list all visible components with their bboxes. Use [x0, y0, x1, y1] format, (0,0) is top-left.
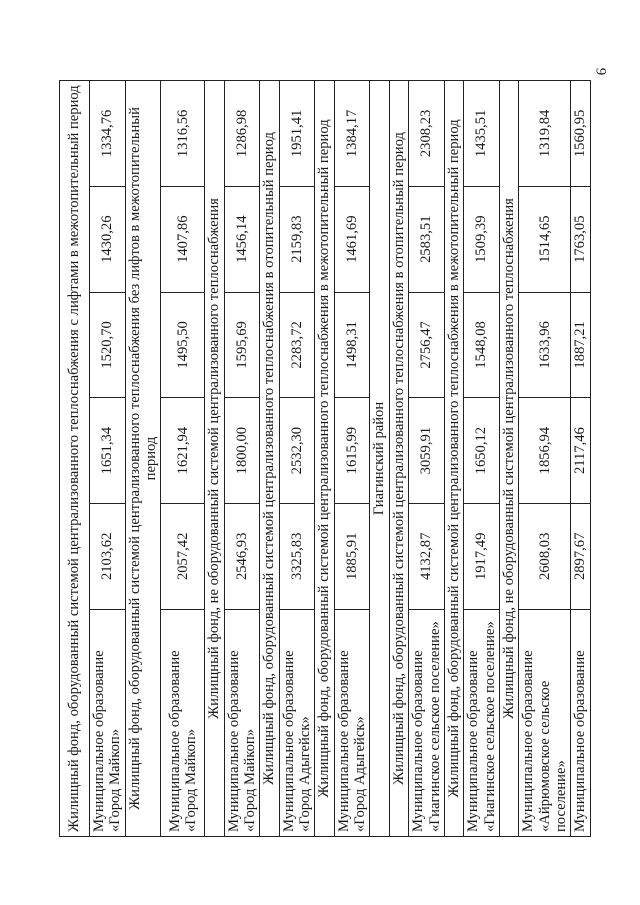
municipality-name-cell: Муниципальное образование «Айрюмовское сельское поселение»	[519, 609, 571, 836]
value-cell: 3059,91	[409, 398, 445, 504]
municipality-name-cell: Муниципальное образование «Город Майкоп»	[90, 609, 126, 836]
table-row	[409, 81, 445, 837]
value-cell: 1407,86	[161, 186, 205, 292]
section-header: Жилищный фонд, оборудованный системой централизованного теплоснабжения в отопительный период	[260, 81, 279, 837]
municipality-name-cell: Муниципальное образование	[571, 609, 590, 836]
value-cell: 2057,42	[161, 503, 205, 609]
municipality-name-cell: Муниципальное образование «Город Майкоп»	[161, 609, 205, 836]
table-section-header-row	[60, 81, 90, 837]
value-cell: 2159,83	[279, 186, 315, 292]
value-cell: 1286,98	[224, 81, 260, 187]
value-cell: 1495,50	[161, 292, 205, 398]
table-row	[571, 81, 590, 837]
value-cell: 1917,49	[464, 503, 500, 609]
value-cell: 1763,05	[571, 186, 590, 292]
value-cell: 2532,30	[279, 398, 315, 504]
table-row	[161, 81, 205, 837]
table-section-header-row	[260, 81, 279, 837]
value-cell: 1334,76	[90, 81, 126, 187]
value-cell: 1650,12	[464, 398, 500, 504]
municipality-name-cell: Муниципальное образование «Гиагинское сельское поселение»	[464, 609, 500, 836]
value-cell: 2308,23	[409, 81, 445, 187]
value-cell: 1461,69	[334, 186, 370, 292]
value-cell: 1520,70	[90, 292, 126, 398]
municipality-name-cell: Муниципальное образование «Гиагинское сельское поселение»	[409, 609, 445, 836]
table-row	[519, 81, 571, 837]
table-section-header-row	[205, 81, 224, 837]
value-cell: 1651,34	[90, 398, 126, 504]
value-cell: 2117,46	[571, 398, 590, 504]
value-cell: 1885,91	[334, 503, 370, 609]
value-cell: 1615,99	[334, 398, 370, 504]
value-cell: 1435,51	[464, 81, 500, 187]
value-cell: 2546,93	[224, 503, 260, 609]
page-number: 9	[592, 67, 609, 76]
table-section-header-row	[125, 81, 161, 837]
value-cell: 1498,31	[334, 292, 370, 398]
section-header: Жилищный фонд, оборудованный системой централизованного теплоснабжения без лифтов в межотопительный период	[125, 81, 161, 837]
municipality-name-cell: Муниципальное образование «Город Майкоп»	[224, 609, 260, 836]
value-cell: 1800,00	[224, 398, 260, 504]
value-cell: 1514,65	[519, 186, 571, 292]
municipality-name-cell: Муниципальное образование «Город Адыгейск»	[279, 609, 315, 836]
value-cell: 1633,96	[519, 292, 571, 398]
table-section-header-row	[444, 81, 463, 837]
table-section-header-row	[499, 81, 518, 837]
value-cell: 1316,56	[161, 81, 205, 187]
rotated-table-container	[59, 80, 589, 837]
table-row	[224, 81, 260, 837]
value-cell: 1319,84	[519, 81, 571, 187]
table-row	[279, 81, 315, 837]
value-cell: 2756,47	[409, 292, 445, 398]
value-cell: 4132,87	[409, 503, 445, 609]
value-cell: 2283,72	[279, 292, 315, 398]
value-cell: 2897,67	[571, 503, 590, 609]
table-body	[60, 81, 591, 837]
value-cell: 1856,94	[519, 398, 571, 504]
value-cell: 1430,26	[90, 186, 126, 292]
value-cell: 2583,51	[409, 186, 445, 292]
municipality-name-cell: Муниципальное образование «Город Адыгейск»	[334, 609, 370, 836]
section-header: Жилищный фонд, оборудованный системой централизованного теплоснабжения в межотопительный период	[444, 81, 463, 837]
table-section-header-row	[370, 81, 389, 837]
value-cell: 1548,08	[464, 292, 500, 398]
section-header: Жилищный фонд, оборудованный системой централизованного теплоснабжения с лифтами в межотопительный период	[60, 81, 90, 837]
value-cell: 2608,03	[519, 503, 571, 609]
value-cell: 1384,17	[334, 81, 370, 187]
table-row	[334, 81, 370, 837]
value-cell: 1951,41	[279, 81, 315, 187]
value-cell: 1595,69	[224, 292, 260, 398]
value-cell: 1509,39	[464, 186, 500, 292]
section-header: Гиагинский район	[370, 81, 389, 837]
table-row	[90, 81, 126, 837]
value-cell: 2103,62	[90, 503, 126, 609]
section-header: Жилищный фонд, оборудованный системой централизованного теплоснабжения в межотопительный период	[315, 81, 334, 837]
value-cell: 3325,83	[279, 503, 315, 609]
section-header: Жилищный фонд, не оборудованный системой централизованного теплоснабжения	[499, 81, 518, 837]
section-header: Жилищный фонд, не оборудованный системой централизованного теплоснабжения	[205, 81, 224, 837]
table-section-header-row	[315, 81, 334, 837]
value-cell: 1560,95	[571, 81, 590, 187]
value-cell: 1887,21	[571, 292, 590, 398]
value-cell: 1621,94	[161, 398, 205, 504]
table-row	[464, 81, 500, 837]
value-cell: 1456,14	[224, 186, 260, 292]
section-header: Жилищный фонд, оборудованный системой централизованного теплоснабжения в отопительный период	[389, 81, 408, 837]
tariff-table	[59, 80, 591, 837]
table-section-header-row	[389, 81, 408, 837]
